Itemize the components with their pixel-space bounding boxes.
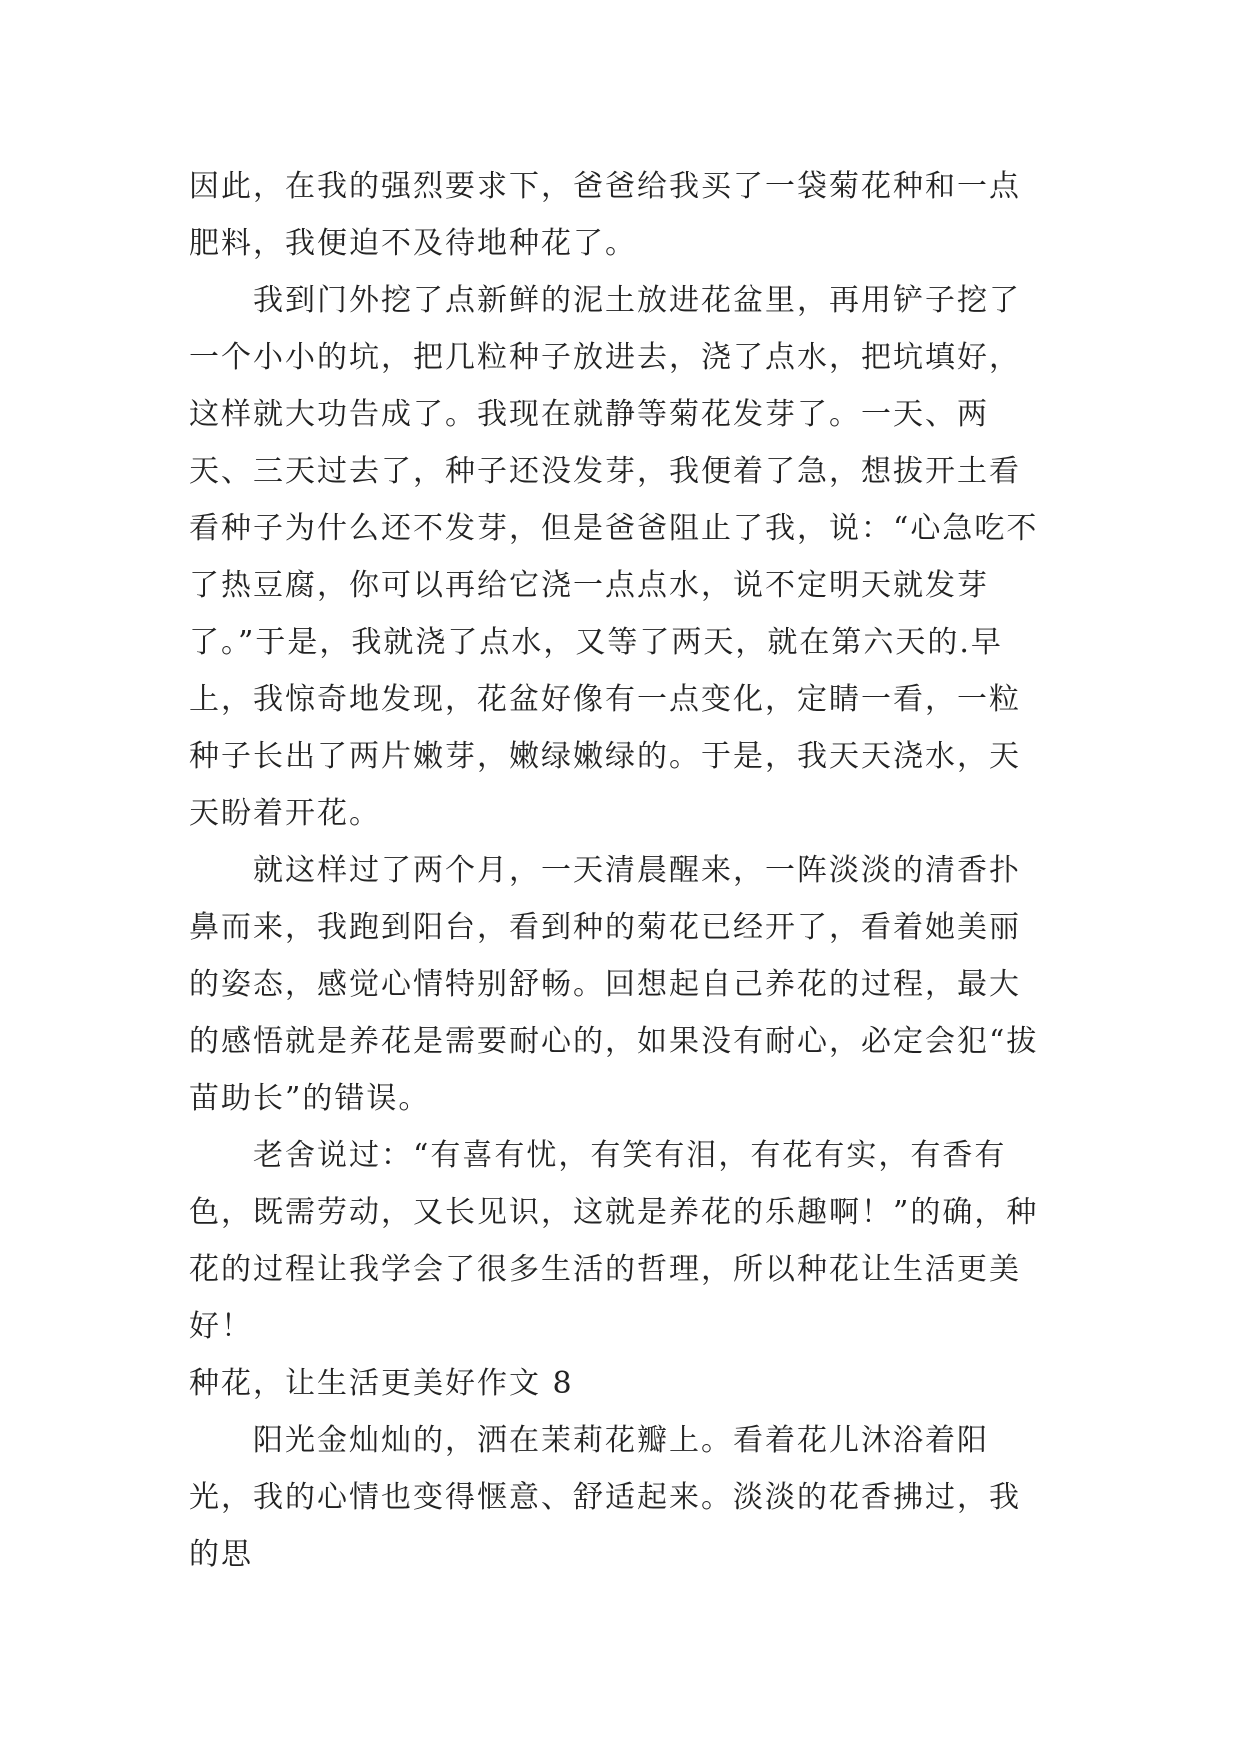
paragraph-4: 老舍说过：“有喜有忧，有笑有泪，有花有实，有香有色，既需劳动，又长见识，这就是养花的乐趣啊！”的确，种花的过程让我学会了很多生活的哲理，所以种花让生活更美好！ xyxy=(189,1138,1039,1344)
document-body xyxy=(189,158,1049,1583)
paragraph-5: 阳光金灿灿的，洒在茉莉花瓣上。看着花儿沐浴着阳光，我的心情也变得惬意、舒适起来。淡淡的花香拂过，我的思 xyxy=(189,1423,1021,1572)
paragraph-3: 就这样过了两个月，一天清晨醒来，一阵淡淡的清香扑鼻而来，我跑到阳台，看到种的菊花已经开了，看着她美丽的姿态，感觉心情特别舒畅。回想起自己养花的过程，最大的感悟就是养花是需要耐心的，如果没有耐心，必定会犯“拔苗助长”的错误。 xyxy=(189,853,1039,1116)
paragraph-2: 我到门外挖了点新鲜的泥土放进花盆里，再用铲子挖了一个小小的坑，把几粒种子放进去，浇了点水，把坑填好，这样就大功告成了。我现在就静等菊花发芽了。一天、两天、三天过去了，种子还没发芽，我便着了急，想拔开土看看种子为什么还不发芽，但是爸爸阻止了我，说：“心急吃不了热豆腐，你可以再给它浇一点点水，说不定明天就发芽了。”于是，我就浇了点水，又等了两天，就在第六天的.早上，我惊奇地发现，花盆好像有一点变化，定睛一看，一粒种子长出了两片嫩芽，嫩绿嫩绿的。于是，我天天浇水，天天盼着开花。 xyxy=(189,283,1039,831)
section-heading: 种花，让生活更美好作文 8 xyxy=(189,1366,574,1401)
paragraph-1: 因此，在我的强烈要求下，爸爸给我买了一袋菊花种和一点肥料，我便迫不及待地种花了。 xyxy=(189,169,1021,261)
